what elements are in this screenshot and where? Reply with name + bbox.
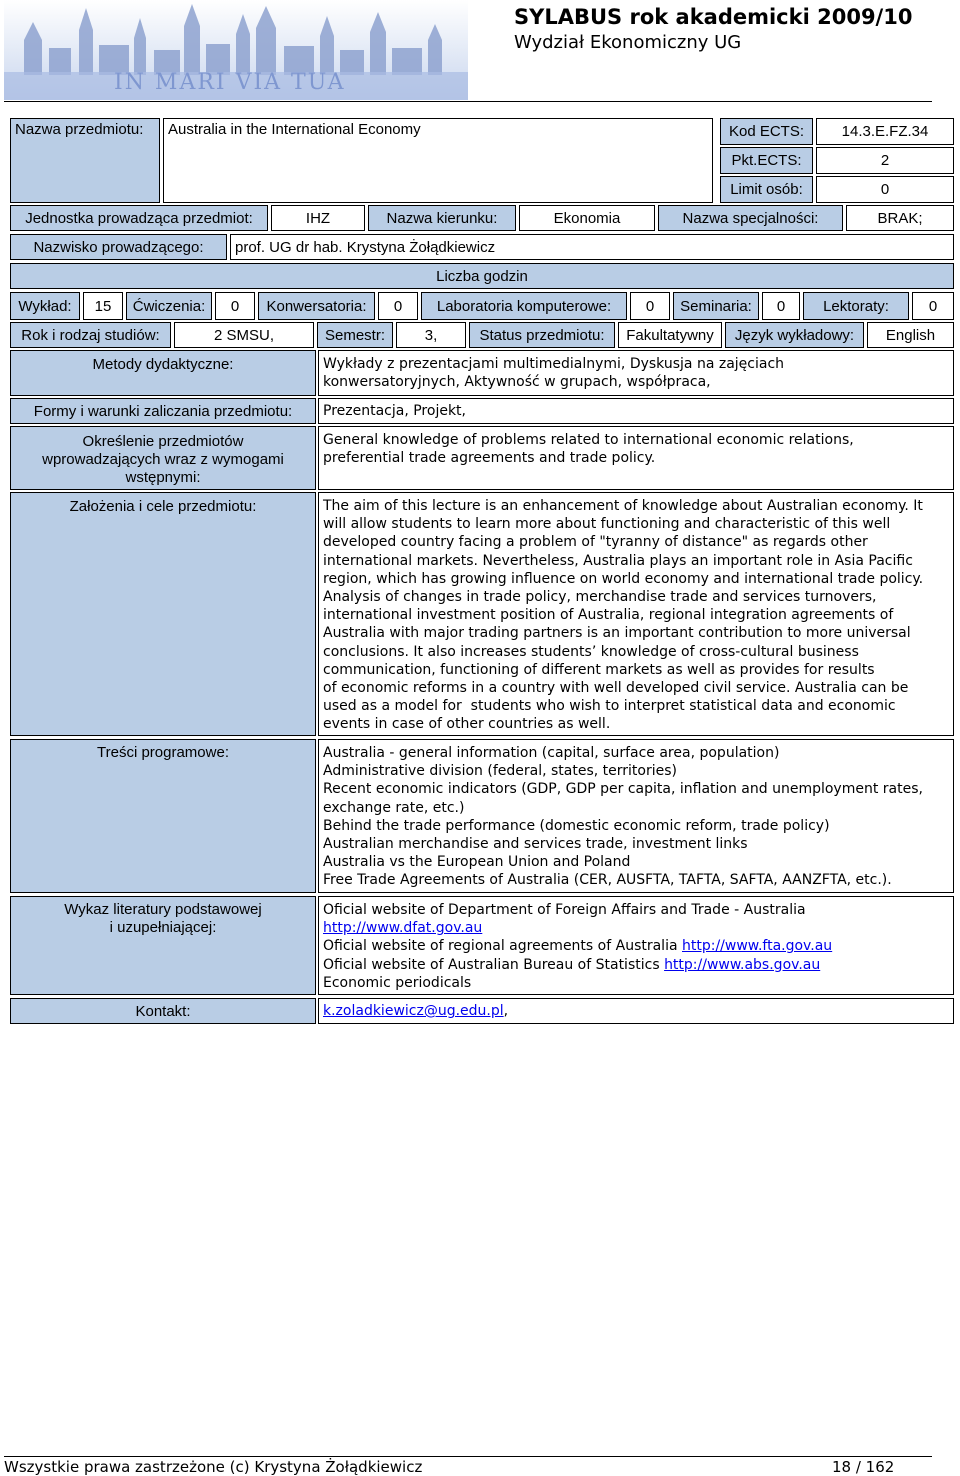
header-divider (4, 101, 932, 102)
literature-item: Oficial website of regional agreements of Australia (323, 938, 682, 955)
unit-label: Jednostka prowadząca przedmiot: (10, 205, 268, 231)
literature-item: Economic periodicals (323, 974, 472, 991)
status-label: Status przedmiotu: (469, 322, 615, 348)
language-course-hours-value: 0 (912, 292, 954, 320)
status-value: Fakultatywny (618, 322, 722, 348)
contact-email-link[interactable]: k.zoladkiewicz@ug.edu.pl (323, 1003, 504, 1019)
language-course-hours-label: Lektoraty: (803, 292, 909, 320)
prerequisites-label-line: wprowadzających wraz z wymogami (42, 451, 284, 468)
faculty-subtitle: Wydział Ekonomiczny UG (514, 32, 742, 53)
page-number: 18 / 162 (832, 1458, 895, 1476)
lecturer-label: Nazwisko prowadzącego: (10, 234, 227, 260)
program-content-line: Australian merchandise and services trade, investment links (323, 836, 748, 853)
field-value: Ekonomia (519, 205, 655, 231)
lecture-hours-value: 15 (83, 292, 123, 320)
fta-link[interactable]: http://www.fta.gov.au (682, 938, 833, 955)
unit-value: IHZ (271, 205, 365, 231)
conversatory-hours-label: Konwersatoria: (258, 292, 375, 320)
objectives-line: conclusions. It also increases students’ knowledge of cross-cultural business (323, 643, 859, 660)
objectives-line: developed country facing a problem of "tyranny of distance" as regards other (323, 534, 868, 551)
ects-points-label: Pkt.ECTS: (720, 147, 813, 174)
specialty-value: BRAK; (846, 205, 954, 231)
assessment-value: Prezentacja, Projekt, (318, 398, 954, 424)
seminar-hours-label: Seminaria: (673, 292, 759, 320)
prerequisites-line: General knowledge of problems related to international economic relations, (323, 432, 854, 448)
ects-code-value: 14.3.E.FZ.34 (816, 118, 954, 145)
prerequisites-label-line: Określenie przedmiotów (82, 433, 244, 450)
methods-line: Wykłady z prezentacjami multimedialnymi, Dyskusja na zajęciach (323, 356, 785, 372)
prerequisites-label-line: wstępnymi: (125, 469, 201, 486)
logo-motto: IN MARI VIA TUA (114, 70, 346, 95)
course-name-value: Australia in the International Economy (163, 118, 713, 203)
syllabus-title: SYLABUS rok akademicki 2009/10 (514, 5, 913, 29)
ects-points-value: 2 (816, 147, 954, 174)
objectives-line: The aim of this lecture is an enhancement of knowledge about Australian economy. It (323, 498, 923, 514)
lecture-hours-label: Wykład: (10, 292, 80, 320)
copyright-text: Wszystkie prawa zastrzeżone (c) Krystyna Żołądkiewicz (4, 1458, 423, 1476)
objectives-value (318, 492, 954, 736)
literature-label-line: Wykaz literatury podstawowej (64, 901, 262, 918)
footer-divider (4, 1456, 932, 1457)
field-label: Nazwa kierunku: (368, 205, 516, 231)
contact-label: Kontakt: (10, 998, 316, 1024)
program-content-line: exchange rate, etc.) (323, 799, 465, 816)
methods-line: konwersatoryjnych, Aktywność w grupach, współpraca, (323, 374, 711, 390)
semester-value: 3, (396, 322, 466, 348)
exercise-hours-label: Ćwiczenia: (126, 292, 212, 320)
assessment-label: Formy i warunki zaliczania przedmiotu: (10, 398, 316, 424)
limit-value: 0 (816, 176, 954, 203)
program-content-label: Treści programowe: (10, 739, 316, 893)
program-content-value (318, 739, 954, 893)
objectives-label: Założenia i cele przedmiotu: (10, 492, 316, 736)
methods-value (318, 350, 954, 396)
literature-item: Oficial website of Australian Bureau of Statistics (323, 956, 665, 973)
lab-hours-label: Laboratoria komputerowe: (421, 292, 627, 320)
prerequisites-label (10, 426, 316, 490)
objectives-line: will allow students to learn more about functioning and characteristic of this well (323, 516, 891, 533)
objectives-line: communication, functioning of different markets as well as provides for results (323, 661, 875, 678)
objectives-line: events in case of other countries as well. (323, 716, 611, 733)
prerequisites-value (318, 426, 954, 490)
program-content-line: Free Trade Agreements of Australia (CER, AUSFTA, TAFTA, SAFTA, AANZFTA, etc.). (323, 872, 892, 889)
objectives-line: Australia with major trading partners is an important contribution to more universal (323, 625, 911, 642)
course-name-label: Nazwa przedmiotu: (10, 118, 160, 203)
objectives-line: used as a model for students who wish to interpret statistical data and economic (323, 698, 896, 715)
dfat-link[interactable]: http://www.dfat.gov.au (323, 920, 483, 937)
header-logo (4, 0, 468, 100)
contact-value (318, 998, 954, 1024)
literature-label (10, 896, 316, 995)
exercise-hours-value: 0 (215, 292, 255, 320)
objectives-line: of economic reforms in a country with well developed civil service. Australia can be (323, 680, 909, 697)
contact-suffix: , (503, 1003, 509, 1019)
conversatory-hours-value: 0 (378, 292, 418, 320)
program-content-line: Australia vs the European Union and Poland (323, 854, 631, 871)
limit-label: Limit osób: (720, 176, 813, 203)
study-year-label: Rok i rodzaj studiów: (10, 322, 171, 348)
objectives-line: region, which has growing influence on world economy and international trade policy. (323, 570, 924, 587)
hours-title: Liczba godzin (10, 263, 954, 289)
abs-link[interactable]: http://www.abs.gov.au (664, 956, 821, 973)
objectives-line: international markets. Nevertheless, Australia plays an important role in Asia Pacific (323, 552, 913, 569)
language-label: Język wykładowy: (725, 322, 864, 348)
objectives-line: international investment position of Australia, regional integration agreements of (323, 607, 894, 624)
literature-value (318, 896, 954, 995)
study-year-value: 2 SMSU, (174, 322, 314, 348)
program-content-line: Administrative division (federal, states, territories) (323, 763, 677, 780)
methods-label: Metody dydaktyczne: (10, 350, 316, 396)
specialty-label: Nazwa specjalności: (658, 205, 843, 231)
lab-hours-value: 0 (630, 292, 670, 320)
lecturer-value: prof. UG dr hab. Krystyna Żołądkiewicz (230, 234, 954, 260)
program-content-line: Behind the trade performance (domestic economic reform, trade policy) (323, 817, 830, 834)
program-content-line: Recent economic indicators (GDP, GDP per capita, inflation and unemployment rates, (323, 781, 923, 798)
language-value: English (867, 322, 954, 348)
semester-label: Semestr: (317, 322, 393, 348)
program-content-line: Australia - general information (capital, surface area, population) (323, 745, 780, 761)
seminar-hours-value: 0 (762, 292, 800, 320)
literature-label-line: i uzupełniającej: (109, 919, 217, 936)
objectives-line: Analysis of changes in trade policy, merchandise trade and services turnovers, (323, 589, 877, 606)
prerequisites-line: preferential trade agreements and trade policy. (323, 450, 656, 466)
literature-item: Oficial website of Department of Foreign Affairs and Trade - Australia (323, 902, 806, 918)
ects-code-label: Kod ECTS: (720, 118, 813, 145)
